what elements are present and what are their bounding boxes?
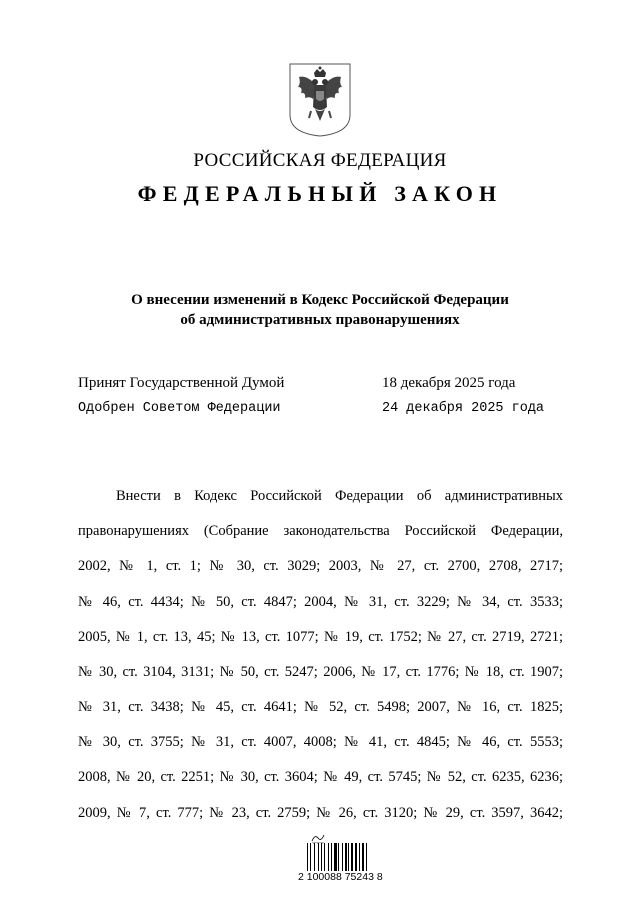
barcode-icon <box>307 843 369 871</box>
adoption-label: Принят Государственной Думой <box>78 375 285 391</box>
barcode-stripe <box>364 843 365 871</box>
body-line: правонарушениях (Собрание законодательства Российской Федерации, <box>78 523 563 539</box>
barcode-stripe <box>318 843 319 871</box>
law-title <box>0 290 640 330</box>
body-line: № 30, ст. 3104, 3131; № 50, ст. 5247; 2006, № 17, ст. 1776; № 18, ст. 1907; <box>78 664 563 680</box>
body-line: № 31, ст. 3438; № 45, ст. 4641; № 52, ст. 5498; 2007, № 16, ст. 1825; <box>78 699 563 715</box>
barcode-stripe <box>307 843 308 871</box>
law-title-line-2: об административных правонарушениях <box>180 312 460 328</box>
barcode-stripe <box>323 843 324 871</box>
barcode-stripe <box>333 843 334 871</box>
document-type: ФЕДЕРАЛЬНЫЙ ЗАКОН <box>137 181 503 206</box>
country-name: РОССИЙСКАЯ ФЕДЕРАЦИЯ <box>193 150 447 171</box>
barcode-stripe <box>359 843 360 871</box>
adoption-date: 18 декабря 2025 года <box>382 375 516 391</box>
barcode-number: 2 100088 75243 8 <box>298 871 383 883</box>
adoption-council <box>78 401 558 421</box>
state-emblem <box>289 63 351 137</box>
russian-coat-of-arms-icon <box>289 63 351 137</box>
barcode-stripe <box>348 843 349 871</box>
barcode-stripe <box>328 843 329 871</box>
body-line: № 46, ст. 4434; № 50, ст. 4847; 2004, № 31, ст. 3229; № 34, ст. 3533; <box>78 594 563 610</box>
barcode-stripe <box>367 843 368 871</box>
barcode-stripe <box>338 843 339 871</box>
body-line: 2008, № 20, ст. 2251; № 30, ст. 3604; № 49, ст. 5745; № 52, ст. 6235, 6236; <box>78 769 563 785</box>
body-line: 2009, № 7, ст. 777; № 23, ст. 2759; № 26, ст. 3120; № 29, ст. 3597, 3642; <box>78 805 563 821</box>
law-title-line-1: О внесении изменений в Кодекс Российской Федерации <box>131 292 509 308</box>
barcode-stripe <box>312 843 313 871</box>
body-line: № 30, ст. 3755; № 31, ст. 4007, 4008; № 41, ст. 4845; № 46, ст. 5553; <box>78 734 563 750</box>
barcode-stripe <box>343 843 344 871</box>
adoption-date: 24 декабря 2025 года <box>382 401 545 416</box>
body-line: 2005, № 1, ст. 13, 45; № 13, ст. 1077; № 19, ст. 1752; № 27, ст. 2719, 2721; <box>78 629 563 645</box>
body-line: Внести в Кодекс Российской Федерации об административных <box>116 488 563 504</box>
adoption-label: Одобрен Советом Федерации <box>78 401 281 416</box>
body-line: 2002, № 1, ст. 1; № 30, ст. 3029; 2003, № 27, ст. 2700, 2708, 2717; <box>78 558 563 574</box>
barcode-stripe <box>353 843 354 871</box>
adoption-duma <box>78 375 558 395</box>
